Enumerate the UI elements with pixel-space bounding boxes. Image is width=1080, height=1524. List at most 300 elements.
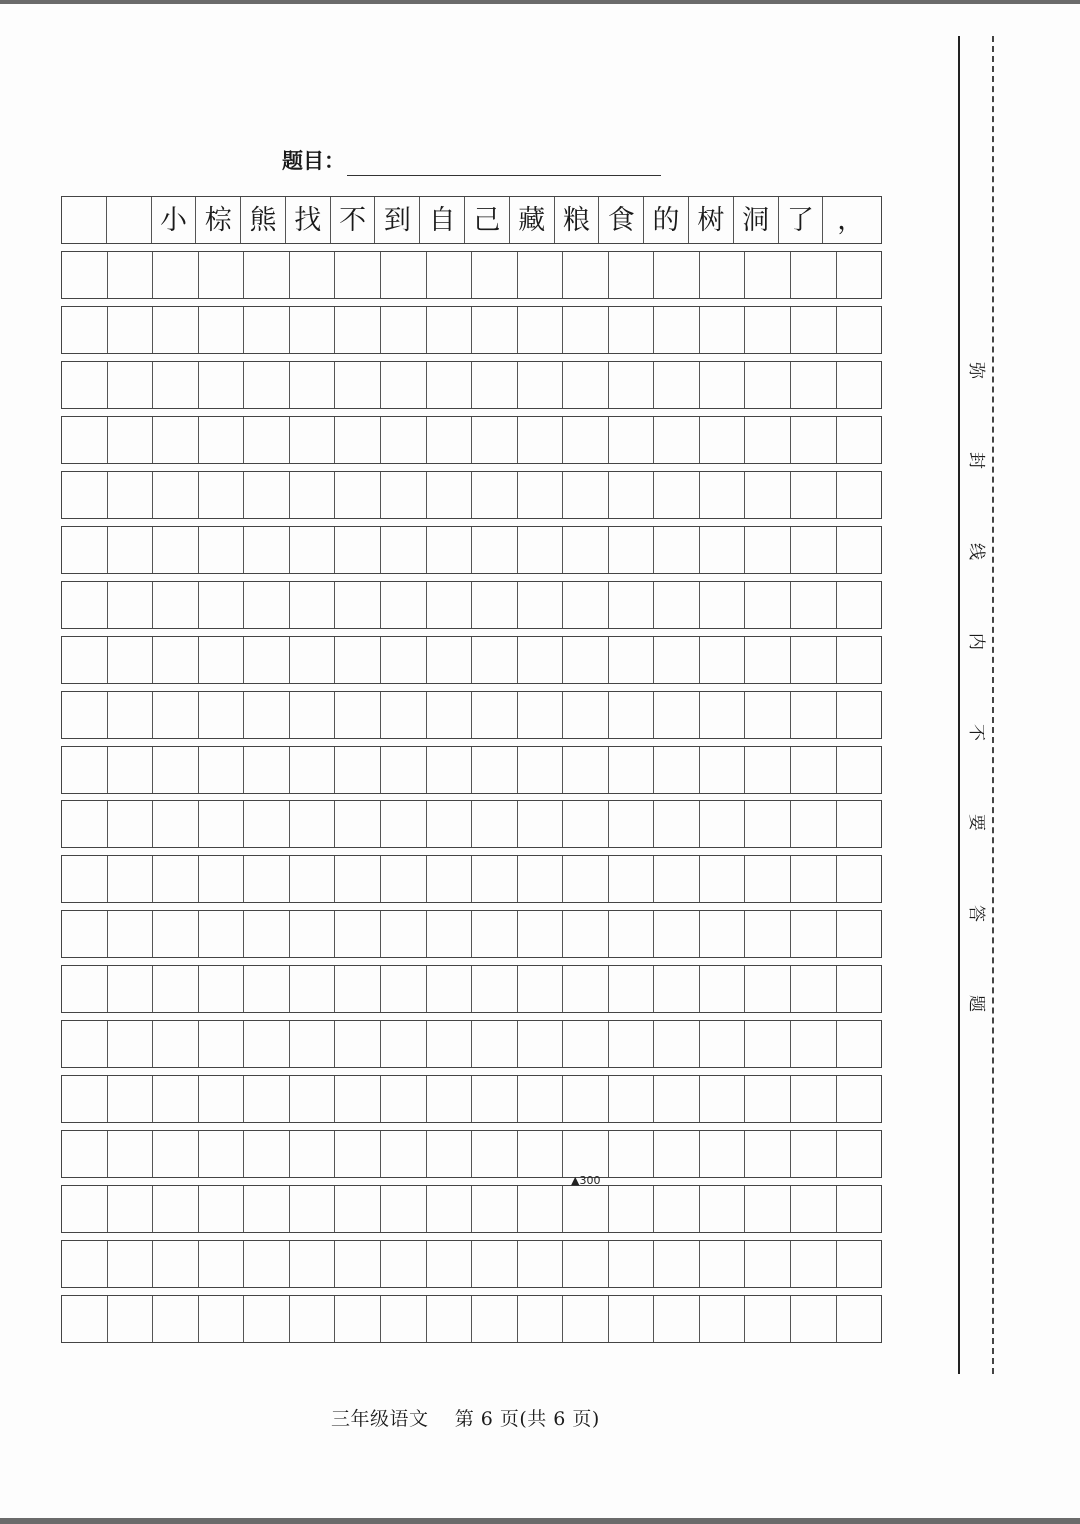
grid-cell[interactable] <box>608 417 654 463</box>
title-blank-line[interactable] <box>347 147 661 176</box>
grid-cell[interactable] <box>107 1021 153 1067</box>
grid-cell[interactable] <box>289 747 335 793</box>
grid-cell[interactable]: 小 <box>151 197 196 243</box>
grid-cell[interactable] <box>836 801 882 847</box>
grid-cell[interactable] <box>744 1186 790 1232</box>
grid-cell[interactable] <box>744 856 790 902</box>
grid-cell[interactable] <box>243 307 289 353</box>
grid-cell[interactable] <box>426 692 472 738</box>
grid-cell[interactable] <box>699 1131 745 1177</box>
grid-cell[interactable] <box>608 911 654 957</box>
grid-cell[interactable] <box>790 1241 836 1287</box>
grid-cell[interactable] <box>608 527 654 573</box>
grid-cell[interactable] <box>608 1076 654 1122</box>
grid-cell[interactable] <box>517 911 563 957</box>
grid-cell[interactable] <box>380 472 426 518</box>
grid-cell[interactable] <box>334 856 380 902</box>
grid-cell[interactable] <box>289 307 335 353</box>
grid-cell[interactable] <box>562 252 608 298</box>
grid-cell[interactable] <box>426 252 472 298</box>
grid-cell[interactable] <box>380 747 426 793</box>
grid-cell[interactable] <box>836 911 882 957</box>
grid-cell[interactable] <box>517 252 563 298</box>
grid-cell[interactable] <box>152 1076 198 1122</box>
grid-cell[interactable] <box>699 1021 745 1067</box>
grid-cell[interactable] <box>243 856 289 902</box>
grid-cell[interactable] <box>289 1241 335 1287</box>
grid-cell[interactable] <box>107 856 153 902</box>
grid-cell[interactable] <box>198 1131 244 1177</box>
grid-cell[interactable] <box>107 966 153 1012</box>
grid-cell[interactable] <box>562 417 608 463</box>
grid-cell[interactable]: 熊 <box>240 197 285 243</box>
grid-cell[interactable]: 不 <box>330 197 375 243</box>
grid-cell[interactable] <box>471 527 517 573</box>
grid-cell[interactable] <box>289 1296 335 1342</box>
grid-cell[interactable] <box>243 1241 289 1287</box>
grid-cell[interactable] <box>562 911 608 957</box>
grid-cell[interactable] <box>62 911 107 957</box>
grid-cell[interactable] <box>608 1296 654 1342</box>
grid-cell[interactable] <box>198 856 244 902</box>
grid-cell[interactable] <box>471 362 517 408</box>
grid-cell[interactable] <box>243 1131 289 1177</box>
grid-cell[interactable] <box>380 1021 426 1067</box>
grid-cell[interactable] <box>471 1296 517 1342</box>
grid-cell[interactable] <box>562 1131 608 1177</box>
grid-cell[interactable] <box>471 1186 517 1232</box>
grid-cell[interactable] <box>243 801 289 847</box>
grid-cell[interactable] <box>152 472 198 518</box>
grid-cell[interactable] <box>426 1021 472 1067</box>
grid-cell[interactable] <box>608 472 654 518</box>
grid-cell[interactable] <box>152 527 198 573</box>
grid-cell[interactable] <box>699 252 745 298</box>
grid-cell[interactable] <box>289 637 335 683</box>
grid-cell[interactable] <box>744 1076 790 1122</box>
grid-cell[interactable] <box>62 1186 107 1232</box>
grid-cell[interactable] <box>653 1296 699 1342</box>
grid-cell[interactable] <box>289 801 335 847</box>
grid-cell[interactable] <box>744 801 790 847</box>
grid-cell[interactable] <box>380 1076 426 1122</box>
grid-cell[interactable] <box>608 1021 654 1067</box>
grid-cell[interactable] <box>790 1131 836 1177</box>
grid-cell[interactable] <box>790 307 836 353</box>
grid-cell[interactable] <box>790 911 836 957</box>
grid-cell[interactable] <box>289 1131 335 1177</box>
grid-cell[interactable] <box>471 966 517 1012</box>
grid-cell[interactable] <box>198 637 244 683</box>
grid-cell[interactable] <box>790 527 836 573</box>
grid-cell[interactable] <box>62 472 107 518</box>
grid-cell[interactable] <box>107 307 153 353</box>
grid-cell[interactable] <box>471 637 517 683</box>
grid-cell[interactable] <box>334 1131 380 1177</box>
grid-cell[interactable] <box>107 582 153 628</box>
grid-cell[interactable] <box>699 966 745 1012</box>
grid-cell[interactable] <box>653 362 699 408</box>
grid-cell[interactable] <box>380 1296 426 1342</box>
grid-cell[interactable] <box>152 1186 198 1232</box>
grid-cell[interactable] <box>289 1186 335 1232</box>
grid-cell[interactable] <box>517 1296 563 1342</box>
grid-cell[interactable] <box>836 747 882 793</box>
grid-cell[interactable] <box>790 966 836 1012</box>
grid-cell[interactable] <box>243 1076 289 1122</box>
grid-cell[interactable] <box>380 856 426 902</box>
grid-cell[interactable] <box>289 362 335 408</box>
grid-cell[interactable] <box>653 527 699 573</box>
grid-cell[interactable] <box>836 856 882 902</box>
grid-cell[interactable] <box>243 692 289 738</box>
grid-cell[interactable] <box>198 1076 244 1122</box>
grid-cell[interactable] <box>198 417 244 463</box>
grid-cell[interactable] <box>699 582 745 628</box>
grid-cell[interactable] <box>380 1131 426 1177</box>
grid-cell[interactable] <box>152 582 198 628</box>
grid-cell[interactable] <box>289 1076 335 1122</box>
grid-cell[interactable] <box>62 582 107 628</box>
grid-cell[interactable] <box>836 637 882 683</box>
grid-cell[interactable] <box>653 307 699 353</box>
grid-cell[interactable] <box>198 527 244 573</box>
grid-cell[interactable] <box>62 747 107 793</box>
grid-cell[interactable] <box>62 1131 107 1177</box>
grid-cell[interactable] <box>380 527 426 573</box>
grid-cell[interactable] <box>744 417 790 463</box>
grid-cell[interactable] <box>107 252 153 298</box>
grid-cell[interactable]: 棕 <box>195 197 240 243</box>
grid-cell[interactable] <box>608 307 654 353</box>
grid-cell[interactable] <box>790 472 836 518</box>
grid-cell[interactable] <box>653 252 699 298</box>
grid-cell[interactable] <box>653 911 699 957</box>
grid-cell[interactable] <box>653 1076 699 1122</box>
grid-cell[interactable] <box>471 582 517 628</box>
grid-cell[interactable] <box>152 801 198 847</box>
grid-cell[interactable] <box>289 966 335 1012</box>
grid-cell[interactable] <box>471 1021 517 1067</box>
grid-cell[interactable] <box>198 1296 244 1342</box>
grid-cell[interactable] <box>107 911 153 957</box>
grid-cell[interactable] <box>334 747 380 793</box>
grid-cell[interactable] <box>653 692 699 738</box>
grid-cell[interactable] <box>562 1241 608 1287</box>
grid-cell[interactable] <box>699 856 745 902</box>
grid-cell[interactable] <box>699 911 745 957</box>
grid-cell[interactable] <box>198 307 244 353</box>
grid-cell[interactable] <box>107 417 153 463</box>
grid-cell[interactable] <box>744 1296 790 1342</box>
grid-cell[interactable] <box>62 362 107 408</box>
grid-cell[interactable] <box>836 362 882 408</box>
grid-cell[interactable] <box>426 307 472 353</box>
grid-cell[interactable] <box>608 637 654 683</box>
grid-cell[interactable] <box>836 1021 882 1067</box>
grid-cell[interactable] <box>152 856 198 902</box>
grid-cell[interactable] <box>699 637 745 683</box>
grid-cell[interactable] <box>744 966 790 1012</box>
grid-cell[interactable] <box>380 307 426 353</box>
grid-cell[interactable] <box>334 307 380 353</box>
grid-cell[interactable] <box>790 1186 836 1232</box>
grid-cell[interactable] <box>152 1296 198 1342</box>
grid-cell[interactable] <box>380 801 426 847</box>
grid-cell[interactable] <box>471 1241 517 1287</box>
grid-cell[interactable] <box>562 692 608 738</box>
grid-cell[interactable] <box>243 472 289 518</box>
grid-cell[interactable] <box>790 637 836 683</box>
grid-cell[interactable] <box>653 1241 699 1287</box>
grid-cell[interactable]: 粮 <box>554 197 599 243</box>
grid-cell[interactable] <box>517 417 563 463</box>
grid-cell[interactable] <box>653 582 699 628</box>
grid-cell[interactable] <box>243 966 289 1012</box>
grid-cell[interactable] <box>243 911 289 957</box>
grid-cell[interactable] <box>426 637 472 683</box>
grid-cell[interactable] <box>471 307 517 353</box>
grid-cell[interactable] <box>380 637 426 683</box>
grid-cell[interactable] <box>243 362 289 408</box>
grid-cell[interactable] <box>790 582 836 628</box>
grid-cell[interactable] <box>243 747 289 793</box>
grid-cell[interactable] <box>471 911 517 957</box>
grid-cell[interactable] <box>653 856 699 902</box>
grid-cell[interactable] <box>699 747 745 793</box>
grid-cell[interactable] <box>836 1186 882 1232</box>
grid-cell[interactable] <box>471 472 517 518</box>
grid-cell[interactable] <box>562 856 608 902</box>
grid-cell[interactable] <box>562 1076 608 1122</box>
grid-cell[interactable] <box>380 692 426 738</box>
grid-cell[interactable] <box>62 1296 107 1342</box>
grid-cell[interactable] <box>334 637 380 683</box>
grid-cell[interactable]: 藏 <box>509 197 554 243</box>
grid-cell[interactable] <box>836 966 882 1012</box>
grid-cell[interactable] <box>426 527 472 573</box>
grid-cell[interactable] <box>744 747 790 793</box>
grid-cell[interactable] <box>62 801 107 847</box>
grid-cell[interactable] <box>334 1186 380 1232</box>
grid-cell[interactable] <box>198 582 244 628</box>
grid-cell[interactable] <box>562 637 608 683</box>
grid-cell[interactable] <box>152 307 198 353</box>
grid-cell[interactable] <box>289 527 335 573</box>
grid-cell[interactable] <box>334 252 380 298</box>
grid-cell[interactable] <box>517 362 563 408</box>
grid-cell[interactable] <box>152 1021 198 1067</box>
grid-cell[interactable] <box>744 692 790 738</box>
grid-cell[interactable] <box>744 252 790 298</box>
grid-cell[interactable] <box>198 1186 244 1232</box>
grid-cell[interactable] <box>289 692 335 738</box>
grid-cell[interactable] <box>517 1131 563 1177</box>
grid-cell[interactable] <box>699 472 745 518</box>
grid-cell[interactable] <box>198 1021 244 1067</box>
grid-cell[interactable] <box>334 417 380 463</box>
grid-cell[interactable] <box>653 747 699 793</box>
grid-cell[interactable] <box>289 252 335 298</box>
grid-cell[interactable]: 洞 <box>733 197 778 243</box>
grid-cell[interactable] <box>152 417 198 463</box>
grid-cell[interactable] <box>426 747 472 793</box>
grid-cell[interactable] <box>380 582 426 628</box>
grid-cell[interactable] <box>471 801 517 847</box>
grid-cell[interactable] <box>243 527 289 573</box>
grid-cell[interactable] <box>243 1021 289 1067</box>
grid-cell[interactable] <box>562 747 608 793</box>
grid-cell[interactable] <box>334 362 380 408</box>
grid-cell[interactable] <box>836 252 882 298</box>
grid-cell[interactable] <box>562 472 608 518</box>
grid-cell[interactable] <box>790 1296 836 1342</box>
grid-cell[interactable] <box>836 1241 882 1287</box>
grid-cell[interactable] <box>608 692 654 738</box>
grid-cell[interactable] <box>198 911 244 957</box>
grid-cell[interactable] <box>426 417 472 463</box>
grid-cell[interactable] <box>62 856 107 902</box>
grid-cell[interactable] <box>62 1241 107 1287</box>
grid-cell[interactable] <box>517 1241 563 1287</box>
grid-cell[interactable]: 的 <box>643 197 688 243</box>
grid-cell[interactable] <box>334 1296 380 1342</box>
grid-cell[interactable] <box>289 911 335 957</box>
grid-cell[interactable] <box>107 1076 153 1122</box>
grid-cell[interactable] <box>744 527 790 573</box>
grid-cell[interactable] <box>608 1186 654 1232</box>
grid-cell[interactable] <box>152 692 198 738</box>
grid-cell[interactable] <box>562 801 608 847</box>
grid-cell[interactable] <box>380 252 426 298</box>
grid-cell[interactable] <box>62 1021 107 1067</box>
grid-cell[interactable] <box>334 966 380 1012</box>
grid-cell[interactable] <box>334 911 380 957</box>
grid-cell[interactable] <box>334 692 380 738</box>
grid-cell[interactable] <box>517 856 563 902</box>
grid-cell[interactable] <box>790 747 836 793</box>
grid-cell[interactable] <box>334 801 380 847</box>
grid-cell[interactable] <box>790 1021 836 1067</box>
grid-cell[interactable] <box>790 801 836 847</box>
grid-cell[interactable] <box>152 1241 198 1287</box>
grid-cell[interactable] <box>152 637 198 683</box>
grid-cell[interactable] <box>562 362 608 408</box>
grid-cell[interactable] <box>62 692 107 738</box>
grid-cell[interactable] <box>334 1076 380 1122</box>
grid-cell[interactable] <box>426 1131 472 1177</box>
grid-cell[interactable] <box>243 1186 289 1232</box>
grid-cell[interactable] <box>334 582 380 628</box>
grid-cell[interactable] <box>380 1186 426 1232</box>
grid-cell[interactable] <box>62 197 106 243</box>
grid-cell[interactable] <box>426 801 472 847</box>
grid-cell[interactable] <box>790 417 836 463</box>
grid-cell[interactable] <box>699 1241 745 1287</box>
grid-cell[interactable] <box>152 362 198 408</box>
grid-cell[interactable] <box>471 417 517 463</box>
grid-cell[interactable] <box>334 1021 380 1067</box>
grid-cell[interactable] <box>107 801 153 847</box>
grid-cell[interactable] <box>608 856 654 902</box>
grid-cell[interactable] <box>62 417 107 463</box>
grid-cell[interactable] <box>152 747 198 793</box>
grid-cell[interactable] <box>562 1021 608 1067</box>
grid-cell[interactable] <box>744 307 790 353</box>
grid-cell[interactable] <box>152 252 198 298</box>
grid-cell[interactable] <box>699 307 745 353</box>
grid-cell[interactable] <box>790 856 836 902</box>
grid-cell[interactable] <box>243 1296 289 1342</box>
grid-cell[interactable] <box>426 911 472 957</box>
grid-cell[interactable] <box>289 856 335 902</box>
grid-cell[interactable] <box>744 911 790 957</box>
grid-cell[interactable] <box>653 417 699 463</box>
grid-cell[interactable] <box>699 417 745 463</box>
grid-cell[interactable] <box>107 747 153 793</box>
grid-cell[interactable] <box>517 307 563 353</box>
grid-cell[interactable]: 己 <box>464 197 509 243</box>
grid-cell[interactable] <box>517 1021 563 1067</box>
grid-cell[interactable] <box>836 1296 882 1342</box>
grid-cell[interactable] <box>517 637 563 683</box>
grid-cell[interactable] <box>198 362 244 408</box>
grid-cell[interactable] <box>62 527 107 573</box>
grid-cell[interactable] <box>334 527 380 573</box>
grid-cell[interactable] <box>608 1131 654 1177</box>
grid-cell[interactable] <box>517 801 563 847</box>
grid-cell[interactable] <box>790 252 836 298</box>
grid-cell[interactable]: 树 <box>688 197 733 243</box>
grid-cell[interactable] <box>198 966 244 1012</box>
grid-cell[interactable] <box>608 362 654 408</box>
grid-cell[interactable] <box>426 1076 472 1122</box>
grid-cell[interactable] <box>699 1186 745 1232</box>
grid-cell[interactable] <box>426 1186 472 1232</box>
grid-cell[interactable] <box>608 252 654 298</box>
grid-cell[interactable] <box>289 1021 335 1067</box>
grid-cell[interactable] <box>380 362 426 408</box>
grid-cell[interactable] <box>107 692 153 738</box>
grid-cell[interactable] <box>836 1131 882 1177</box>
grid-cell[interactable] <box>562 527 608 573</box>
grid-cell[interactable] <box>836 527 882 573</box>
grid-cell[interactable] <box>107 472 153 518</box>
grid-cell[interactable] <box>380 1241 426 1287</box>
grid-cell[interactable] <box>744 472 790 518</box>
grid-cell[interactable] <box>289 472 335 518</box>
grid-cell[interactable] <box>653 472 699 518</box>
grid-cell[interactable] <box>517 1076 563 1122</box>
grid-cell[interactable] <box>517 527 563 573</box>
grid-cell[interactable] <box>836 417 882 463</box>
grid-cell[interactable] <box>836 472 882 518</box>
grid-cell[interactable] <box>653 966 699 1012</box>
grid-cell[interactable] <box>608 801 654 847</box>
grid-cell[interactable] <box>653 801 699 847</box>
grid-cell[interactable] <box>198 692 244 738</box>
grid-cell[interactable] <box>608 966 654 1012</box>
grid-cell[interactable] <box>744 1131 790 1177</box>
grid-cell[interactable] <box>562 1296 608 1342</box>
grid-cell[interactable]: 了 <box>778 197 823 243</box>
grid-cell[interactable] <box>562 582 608 628</box>
grid-cell[interactable] <box>517 1186 563 1232</box>
grid-cell[interactable] <box>790 1076 836 1122</box>
grid-cell[interactable] <box>243 252 289 298</box>
grid-cell[interactable] <box>699 527 745 573</box>
grid-cell[interactable] <box>744 1241 790 1287</box>
